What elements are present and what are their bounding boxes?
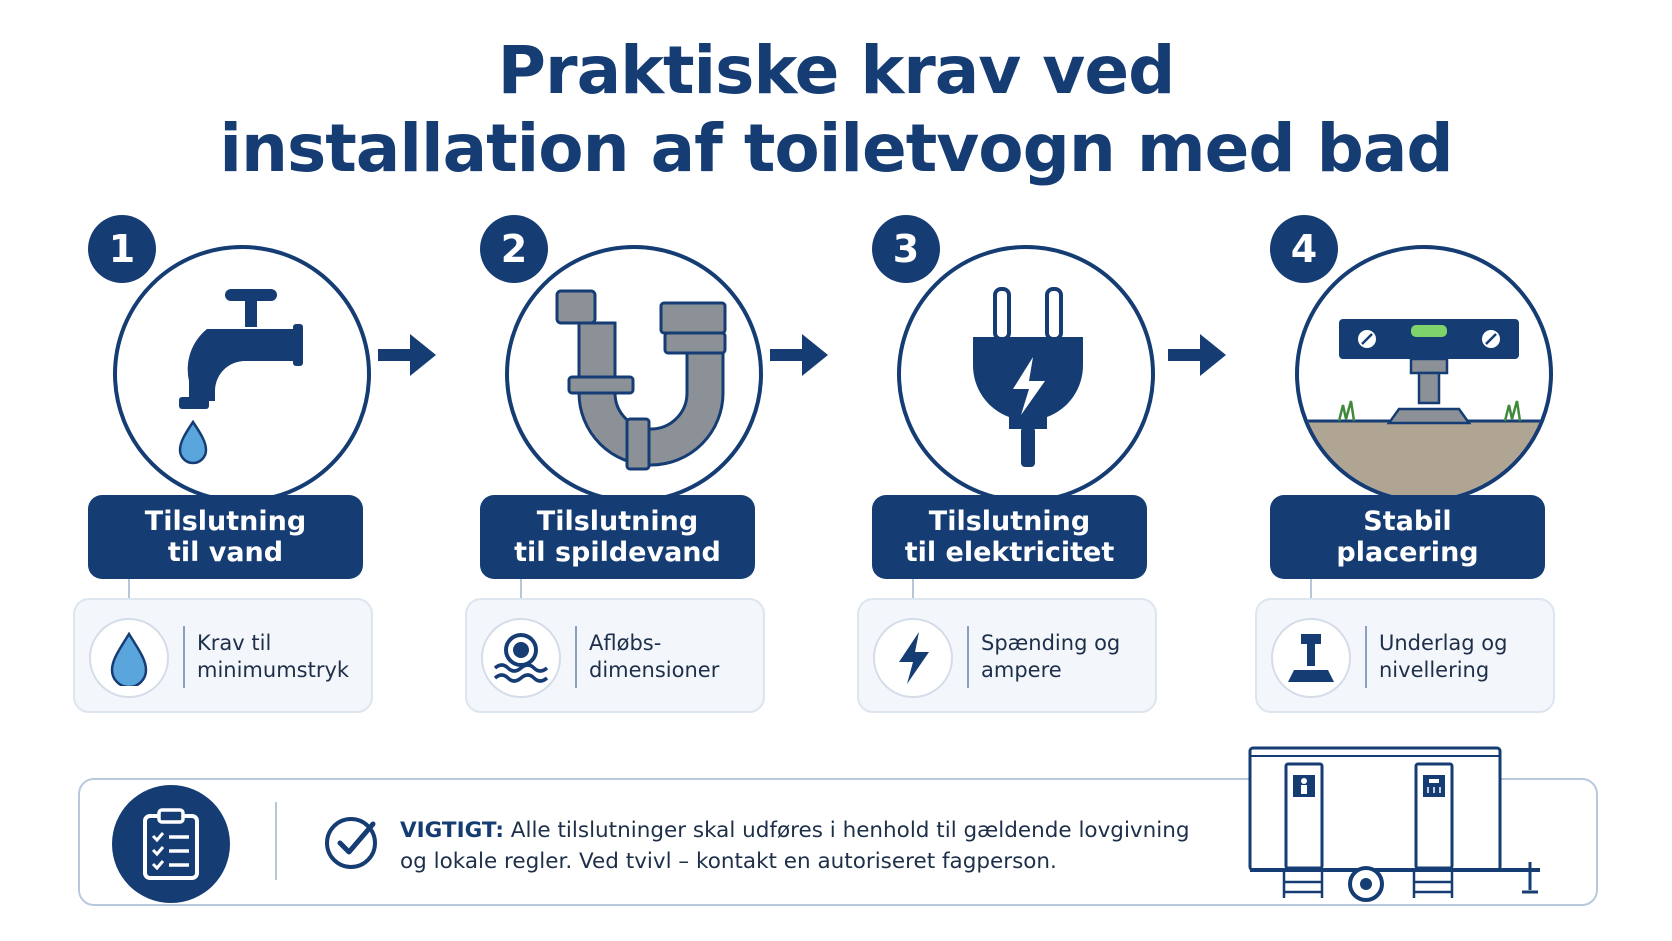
detail-text: Krav til minimumstryk <box>197 631 350 682</box>
step-placement <box>1270 215 1570 715</box>
step-label <box>88 495 363 579</box>
step-number: 4 <box>1270 215 1338 283</box>
title-line-1: Praktiske krav ved <box>497 32 1175 109</box>
step-electricity <box>872 215 1172 715</box>
step-label-line-2: til elektricitet <box>904 537 1115 568</box>
spirit-level-icon <box>1299 249 1553 503</box>
step-circle <box>1295 245 1553 503</box>
step-label-line-2: til vand <box>167 537 284 568</box>
lightning-icon <box>873 618 953 698</box>
important-note-text <box>400 815 1200 877</box>
check-circle-icon <box>324 812 382 870</box>
water-drop-icon <box>89 618 169 698</box>
card-separator <box>967 626 969 688</box>
detail-text: Spænding og ampere <box>981 631 1121 682</box>
clipboard-checklist-icon <box>112 785 230 903</box>
step-water <box>88 215 388 715</box>
step-label-line-1: Stabil <box>1363 506 1452 537</box>
note-label: VIGTIGT: <box>400 818 504 843</box>
step-number: 1 <box>88 215 156 283</box>
card-separator <box>575 626 577 688</box>
toilet-trailer-icon <box>1240 740 1560 910</box>
step-circle <box>113 245 371 503</box>
pipe-waves-icon <box>481 618 561 698</box>
step-number: 2 <box>480 215 548 283</box>
step-label-line-2: til spildevand <box>514 537 721 568</box>
arrow-right-icon <box>1168 330 1238 380</box>
step-label-line-1: Tilslutning <box>928 506 1091 537</box>
detail-card <box>1255 598 1555 713</box>
card-separator <box>183 626 185 688</box>
water-tap-icon <box>117 249 371 503</box>
detail-card <box>857 598 1157 713</box>
step-wastewater <box>480 215 780 715</box>
drain-pipe-icon <box>509 249 763 503</box>
detail-card <box>465 598 765 713</box>
step-label-line-1: Tilslutning <box>536 506 699 537</box>
step-circle <box>505 245 763 503</box>
step-label <box>872 495 1147 579</box>
step-circle <box>897 245 1155 503</box>
leveling-jack-icon <box>1271 618 1351 698</box>
detail-text: Afløbs-dimensioner <box>589 631 720 682</box>
detail-card <box>73 598 373 713</box>
page-title <box>0 32 1672 188</box>
note-line-2: og lokale regler. Ved tvivl – kontakt en autoriseret fagperson. <box>400 849 1057 874</box>
title-line-2: installation af toiletvogn med bad <box>219 110 1453 187</box>
note-separator <box>275 802 277 880</box>
detail-text: Underlag og nivellering <box>1379 631 1508 682</box>
note-line-1: Alle tilslutninger skal udføres i henhold til gældende lovgivning <box>510 818 1190 843</box>
card-separator <box>1365 626 1367 688</box>
step-label-line-2: placering <box>1336 537 1479 568</box>
power-plug-icon <box>901 249 1155 503</box>
step-label <box>480 495 755 579</box>
step-label-line-1: Tilslutning <box>144 506 307 537</box>
arrow-right-icon <box>770 330 840 380</box>
step-label <box>1270 495 1545 579</box>
arrow-right-icon <box>378 330 448 380</box>
step-number: 3 <box>872 215 940 283</box>
